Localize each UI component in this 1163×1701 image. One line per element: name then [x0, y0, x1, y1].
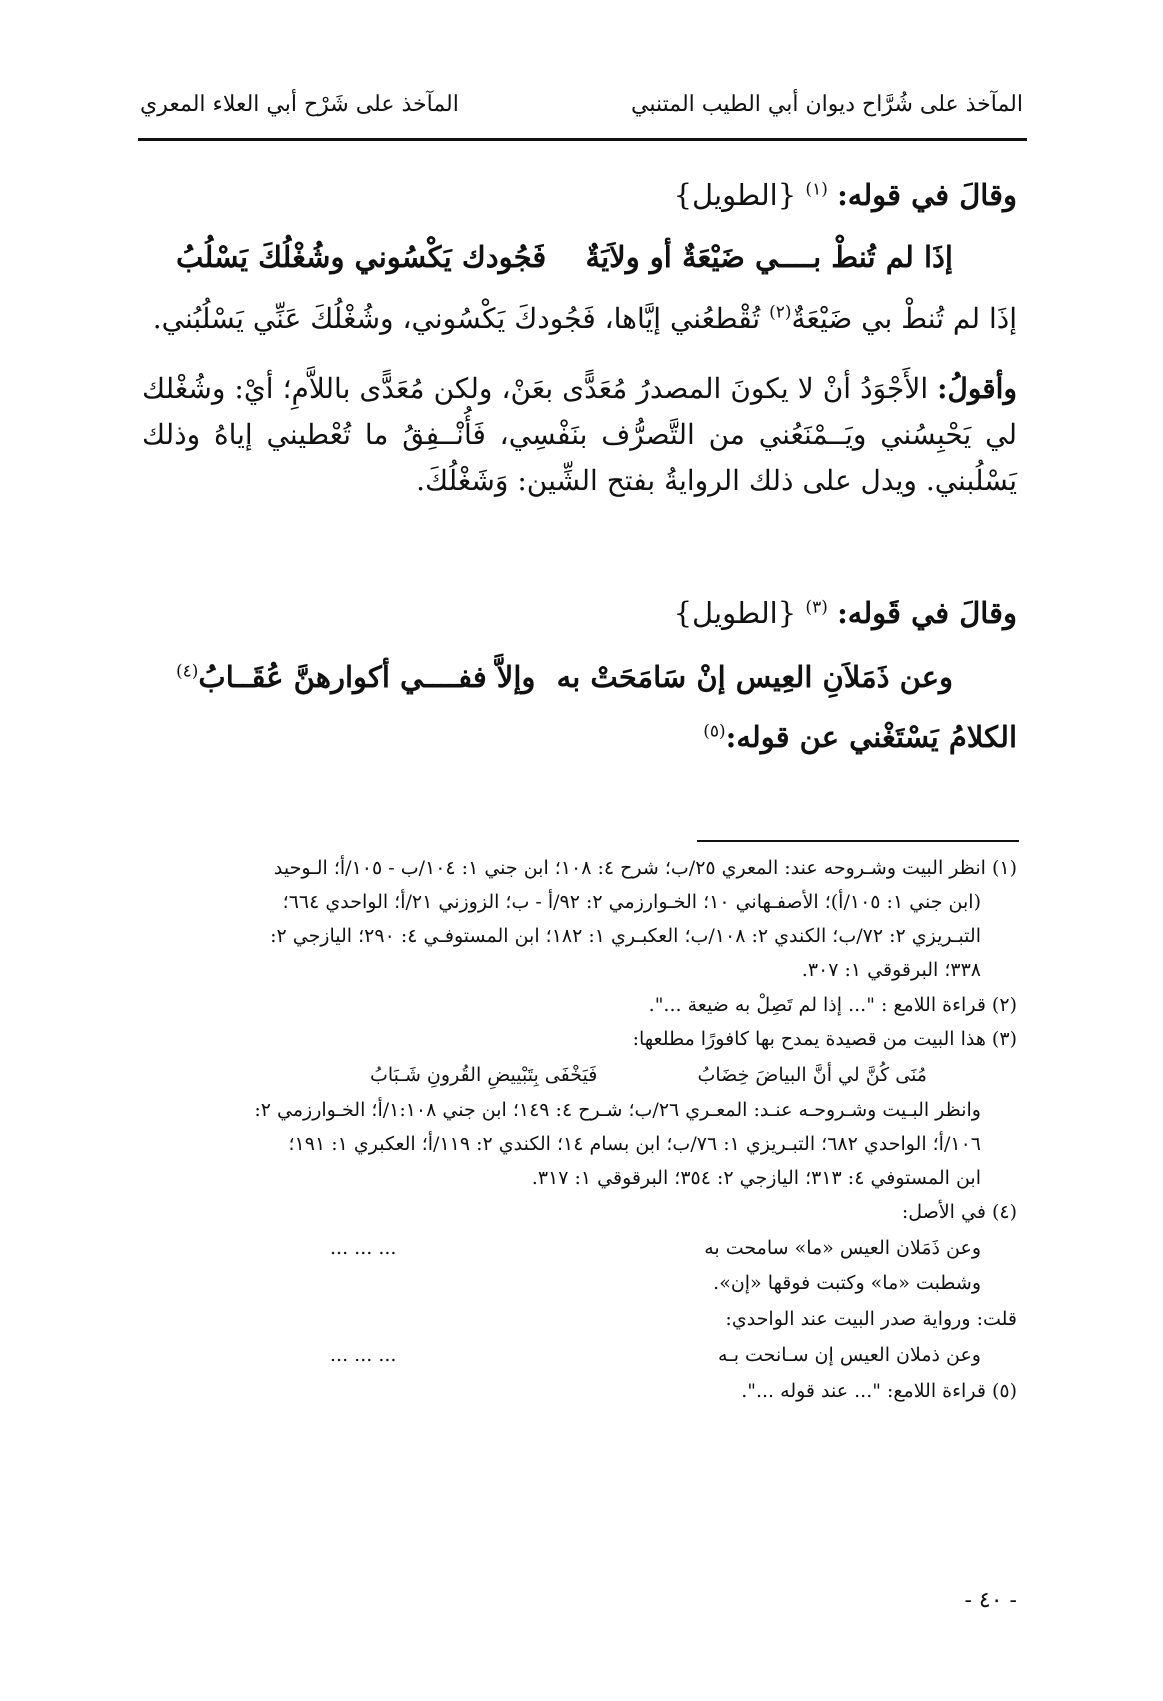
page-number: - ٤٠ -	[964, 1588, 1017, 1613]
footnote-3-line2: وانظر البـيت وشـروحـه عنـد: المعـري ٢٦/ب؛ شـرح ٤: ١٤٩؛ ابن جني ١:١٠٨/أ؛ الخـوارزمي ٢:	[254, 1099, 981, 1121]
footnote-4-line3: قلت: ورواية صدر البيت عند الواحدي:	[725, 1308, 1017, 1330]
section1-verse-second: فَجُودك يَكْسُوني وشُغْلُكَ يَسْلُبُ	[176, 240, 547, 274]
header-book-title: المآخذ على شُرَّاح ديوان أبي الطيب المتنبي	[631, 92, 1023, 117]
section1-comment-lead: وأقولُ:	[937, 372, 1017, 405]
section2-verse-first: وعن ذَمَلاَنِ العِيس إنْ سَامَحَتْ به	[556, 660, 953, 694]
section1-comment	[142, 366, 1017, 504]
footnote-3-line1: (٣) هذا البيت من قصيدة يمدح بها كافورًا مطلعها:	[632, 1028, 1017, 1050]
section2-verse-second-wrap	[176, 660, 535, 694]
section2-line3-text: الكلامُ يَسْتَغْني عن قوله:	[725, 720, 1017, 754]
section2-line3	[703, 720, 1017, 754]
section1-prose-lead: إذَا لم تُنطْ بي ضَيْعَةٌ	[791, 302, 1017, 335]
section1-ref: (١)	[805, 179, 828, 200]
section1-lead: وقالَ في قوله:	[837, 178, 1017, 212]
section2-meter: {الطويل}	[673, 596, 797, 630]
section1-meter: {الطويل}	[673, 178, 797, 212]
footnote-4-verse2: وعن ذملان العيس إن سـانحت بـه	[717, 1344, 981, 1366]
footnote-1-line1: (١) انظر البيت وشـروحه عند: المعري ٢٥/ب؛ شرح ٤: ١٠٨؛ ابن جني ١: ١٠٤/ب - ١٠٥/أ؛ الـوحيد	[273, 857, 1017, 879]
section2-verse-second: وإلاَّ ففــــي أكوارهنَّ عُقَــابُ	[198, 660, 536, 694]
footnote-3-line4: ابن المستوفي ٤: ٣١٣؛ اليازجي ٢: ٣٥٤؛ البرقوقي ١: ٣١٧.	[531, 1167, 981, 1189]
header-rule	[138, 138, 1027, 141]
section2-verse-ref: (٤)	[176, 661, 199, 682]
footnote-4-verse2-dots: ... ... ...	[330, 1344, 397, 1366]
footnote-1-line2: (ابن جني ١: ١٠٥/أ)؛ الأصفـهاني ١٠؛ الخـوارزمي ٢: ٩٢/أ - ب؛ الزوزني ٢١/أ؛ الواحدي ٦٦٤؛	[282, 891, 981, 913]
footnote-5: (٥) قراءة اللامع: "... عند قوله ...".	[741, 1380, 1017, 1402]
header-chapter-title: المآخذ على شَرْح أبي العلاء المعري	[140, 92, 459, 117]
section2-line3-ref: (٥)	[703, 721, 726, 742]
section1-prose-ref: (٢)	[769, 302, 792, 323]
section1-verse-first: إذَا لم تُنطْ بــــي ضَيْعَةٌ أو ولاَيَةٌ	[585, 240, 953, 274]
footnote-1-line4: ٣٣٨؛ البرقوقي ١: ٣٠٧.	[801, 959, 981, 981]
section2-lead: وقالَ في قَوله:	[837, 596, 1017, 630]
footnote-4-line2: وشطبت «ما» وكتبت فوقها «إن».	[713, 1272, 981, 1294]
footnote-4-verse1-dots: ... ... ...	[330, 1237, 397, 1259]
section1-comment-text: الأَجْوَدُ أنْ لا يكونَ المصدرُ مُعَدًّى بعَنْ، ولكن مُعَدًّى باللاَّمِ؛ أيْ: وشُغْلك لي يَحْبِسُني ويَــمْنَعُني من التَّصرُّف بنَفْسِي، فَأُنْــفِقُ ما تُعْطيني إياهُ وذلك يَسْلُبني. ويدل على ذلك الروايةُ بفتح الشِّين: وَشَغْلُكَ.	[142, 372, 1017, 497]
section2-ref: (٣)	[805, 597, 828, 618]
section2-heading	[674, 596, 1017, 630]
footnote-2: (٢) قراءة اللامع : "... إذا لم تَصِلْ به ضيعة ...".	[648, 994, 1017, 1016]
footnote-1-line3: التبـريزي ٢: ٧٢/ب؛ الكندي ٢: ١٠٨/ب؛ العكبـري ١: ١٨٢؛ ابن المستوفـي ٤: ٢٩٠؛ اليازجي ٢:	[270, 925, 981, 947]
footnote-4-verse1: وعن ذَمَلان العيس «ما» سامحت به	[704, 1237, 981, 1259]
footnote-3-verse-first: مُنَى كُنَّ لي أنَّ البياضَ خِضَابُ	[697, 1064, 927, 1086]
footnote-3-verse-second: فَيَخْفَى بِتَبْييضِ القُرونِ شَـبَابُ	[370, 1064, 598, 1086]
section1-prose	[153, 302, 1017, 335]
footnote-separator	[697, 840, 1019, 842]
section1-heading	[674, 178, 1017, 212]
footnote-4-line1: (٤) في الأصل:	[901, 1201, 1017, 1223]
section1-prose-rest: تُقْطعُني إيَّاها، فَجُودكَ يَكْسُوني، وشُغْلُكَ عَنِّي يَسْلُبُني.	[152, 302, 761, 335]
footnote-3-line3: ١٠٦/أ؛ الواحدي ٦٨٢؛ التبـريزي ١: ٧٦/ب؛ ابن بسام ١٤؛ الكندي ٢: ١١٩/أ؛ العكبري ١: ١٩١؛	[288, 1133, 981, 1155]
